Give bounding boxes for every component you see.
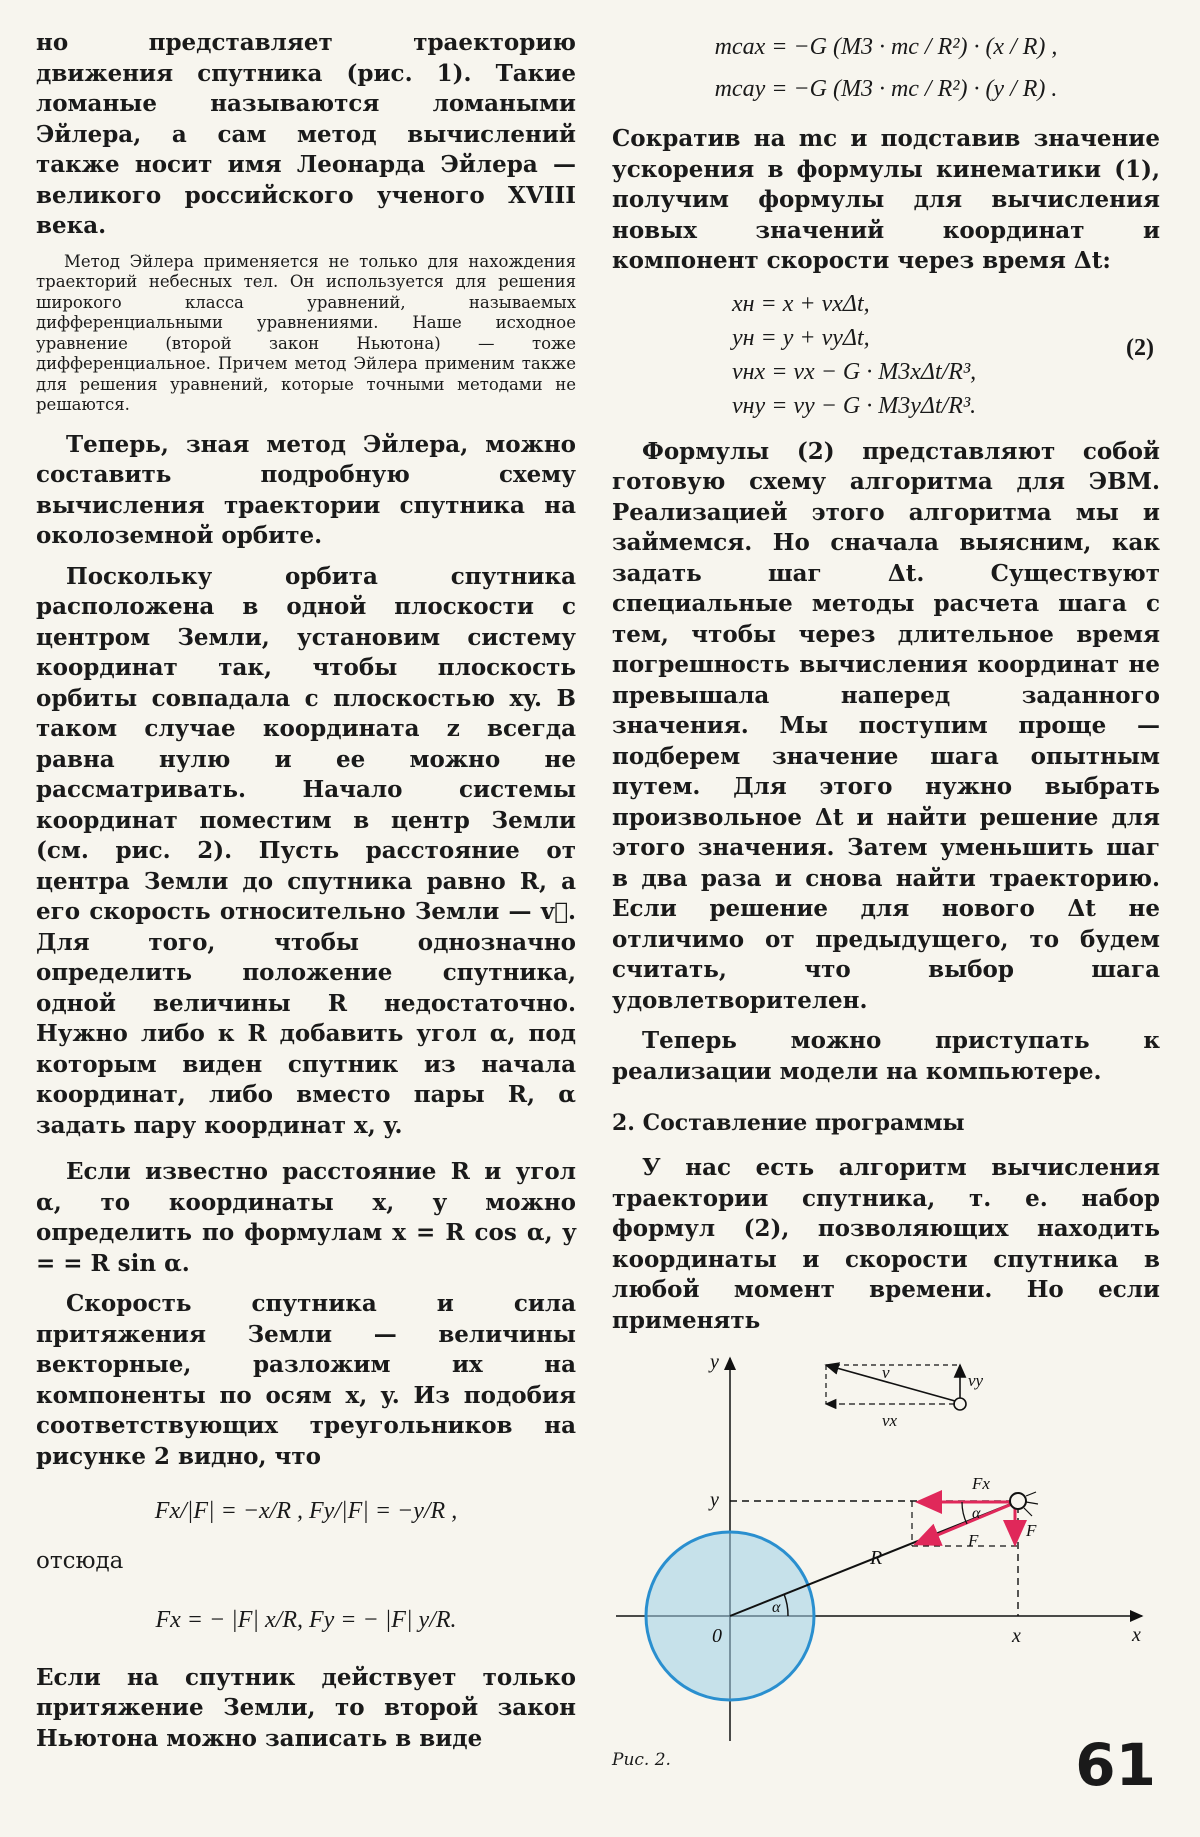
label-Fx: Fx xyxy=(972,1474,990,1493)
left-column xyxy=(36,28,576,1764)
label-x-axis: x xyxy=(1132,1624,1141,1646)
label-vx: vx xyxy=(882,1411,898,1430)
velocity-vector xyxy=(826,1365,955,1401)
formula-system-2 xyxy=(612,287,1160,423)
note-paragraph: Метод Эйлера применяется не только для нахождения траекторий небесных тел. Он используется для решения широкого класса уравнений, называемых дифференциальными уравнениями. Наше исходное уравнение (второй закон Ньютона) — тоже дифференциальное. Причем метод Эйлера применим также для решения уравнений, которые точными методами не решаются. xyxy=(36,251,576,414)
label-F: F xyxy=(968,1531,979,1550)
label-origin: 0 xyxy=(712,1625,722,1647)
label-y-axis: y xyxy=(710,1351,719,1373)
satellite-small xyxy=(954,1398,966,1410)
force-vector-F xyxy=(916,1504,1012,1544)
formula-newton-y: mcay = −G (M3 · mc / R²) · (y / R) . xyxy=(714,76,1058,102)
label-R: R xyxy=(870,1547,883,1569)
paragraph: У нас есть алгоритм вычисления траектории спутника, т. е. набор формул (2), позволяющих находить координаты и скорости спутника в любой момент времени. Но если применять xyxy=(612,1154,1160,1334)
right-column xyxy=(612,30,1160,1770)
figure-2 xyxy=(612,1346,1160,1770)
paragraph: Если известно расстояние R и угол α, то координаты x, y можно определить по формулам x = R cos α, y = = R sin α. xyxy=(36,1158,576,1277)
label-v: v xyxy=(882,1363,890,1382)
paragraph: Формулы (2) представляют собой готовую схему алгоритма для ЭВМ. Реализацией этого алгоритма мы и займемся. Но сначала выясним, как задать шаг Δt. Существуют специальные методы расчета шага с тем, чтобы через длительное время погрешность вычисления координат не превышала наперед заданного значения. Мы поступим проще — подберем значение шага опытным путем. Для этого нужно выбрать произвольное Δt и найти решение для этого значения. Затем уменьшить шаг в два раза и снова найти траекторию. Если решение для нового Δt не отличимо от предыдущего, то будем считать, что выбор шага удовлетворителен. xyxy=(612,437,1160,1014)
label-alpha-force: α xyxy=(972,1505,981,1522)
paragraph: Поскольку орбита спутника расположена в одной плоскости с центром Земли, установим систему координат так, чтобы плоскость орбиты совпадала с плоскостью xy. В таком случае координата z всегда равна нулю и ее можно не рассматривать. Начало системы координат поместим в центр Земли (см. рис. 2). Пусть расстояние от центра Земли до спутника равно R, а его скорость относительно Земли — v⃗. Для того, чтобы однозначно определить положение спутника, одной величины R недостаточно. Нужно либо к R добавить угол α, под которым виден спутник из начала координат, либо вместо пары R, α задать пару координат x, y. xyxy=(36,562,576,1139)
label-alpha: α xyxy=(772,1599,781,1616)
label-vy: vy xyxy=(968,1371,984,1390)
figure-diagram xyxy=(612,1346,1152,1746)
equation-line: xн = x + vxΔt, xyxy=(732,290,870,317)
formula-force-ratio: Fx/|F| = −x/R , Fy/|F| = −y/R , xyxy=(154,1498,458,1524)
word-otsyuda: отсюда xyxy=(36,1548,124,1574)
paragraph: Теперь можно приступать к реализации модели на компьютере. xyxy=(612,1027,1160,1085)
paragraph: Если на спутник действует только притяжение Земли, то второй закон Ньютона можно записать в виде xyxy=(36,1663,576,1752)
paragraph: Теперь, зная метод Эйлера, можно составить подробную схему вычисления траектории спутника на околоземной орбите. xyxy=(36,430,576,549)
equation-line: yн = y + vyΔt, xyxy=(732,324,870,351)
label-y-tick: y xyxy=(710,1489,719,1511)
equation-line: vнy = vy − G · M3yΔt/R³. xyxy=(732,392,977,419)
label-x-tick: x xyxy=(1012,1625,1021,1647)
paragraph: но представляет траекторию движения спутника (рис. 1). Такие ломаные называются ломаными Эйлера, а сам метод вычислений также носит имя Леонарда Эйлера — великого российского ученого XVIII века. xyxy=(36,29,576,239)
page-number: 61 xyxy=(1075,1731,1156,1799)
label-Fy: F xyxy=(1026,1521,1037,1540)
formula-newton-x: mcax = −G (M3 · mc / R²) · (x / R) , xyxy=(714,34,1058,60)
satellite xyxy=(1010,1493,1026,1509)
equation-number: (2) xyxy=(1126,334,1154,361)
paragraph: Сократив на mc и подставив значение ускорения в формулы кинематики (1), получим формулы для вычисления новых значений координат и компонент скорости через время Δt: xyxy=(612,125,1160,274)
formula-force-components: Fx = − |F| x/R, Fy = − |F| y/R. xyxy=(155,1606,457,1633)
section-heading: 2. Составление программы xyxy=(612,1110,965,1136)
equation-line: vнx = vx − G · M3xΔt/R³, xyxy=(732,358,977,385)
paragraph: Скорость спутника и сила притяжения Земли — величины векторные, разложим их на компоненты по осям x, y. Из подобия соответствующих треугольников на рисунке 2 видно, что xyxy=(36,1290,576,1470)
figure-caption: Рис. 2. xyxy=(612,1750,671,1770)
